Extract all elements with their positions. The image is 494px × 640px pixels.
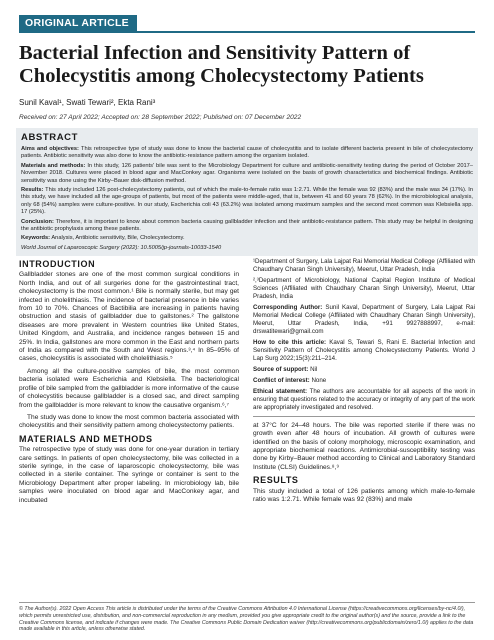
article-type-tag: ORIGINAL ARTICLE	[19, 15, 137, 31]
corresponding-author: Corresponding Author: Sunil Kaval, Department of Surgery, Lala Lajpat Rai Memorial Medical College (Affiliated with Chaudhary Charan Singh University), Meerut, Uttar Pradesh, India, +91 9927888997, e-mail: drswatitewari@gmail.com	[253, 304, 475, 335]
conflict-of-interest: Conflict of interest: None	[253, 377, 327, 384]
abstract-keywords: Keywords: Analysis, Antibiotic sensitivity, Bile, Cholecystectomy.	[21, 235, 185, 242]
abstract-citation-line: World Journal of Laparoscopic Surgery (2022): 10.5005/jp-journals-10033-1540	[21, 244, 222, 251]
ethical-statement: Ethical statement: The authors are accountable for all aspects of the work in ensuring that questions related to the accuracy or integrity of any part of the work are appropriately investigated and resolved.	[253, 388, 475, 411]
methods-paragraph-1: The retrospective type of study was done for one-year duration in tertiary care settings. In patients of open cholecystectomy, bile was collected in a sterile syringe, in the case of laparoscopic cholecystectomy, bile was collected in a sterile container. The syringe or container is sent to the Microbiology Department after proper labeling. In microbiology lab, bile samples were inoculated on blood agar and MacConkey agar, and incubated	[19, 446, 239, 504]
abstract-results: Results: This study included 126 post-cholecystectomy patients, out of which the male-to-female ratio was 1:2.71. While the female was 92 (83%) and the male was 34 (17%). In this study, we have included all the age-groups of patients, but most of the patients were middle-aged, that is, between 41 and 60 years 78 (62%). In the microbiological analysis, only 68 (54%) samples were culture-positive. In our study, Escherichia coli 43 (63.2%) was isolated among maximum samples and the second most common was Klebsiella spp. 17 (25%).	[21, 187, 473, 216]
intro-paragraph-1: Gallbladder stones are one of the most common surgical conditions in North India, and out of all surgeries done for the gastrointestinal tract, cholecystectomy is the most common.¹ Bile is normally sterile, but may get infected in cholelithiasis. The incidence of bacterial presence in bile varies from 10 to 70%. Chances of Bactibilia are increasing in patients having obstruction and stasis of gallbladder due to gallstones.² The gallstone diseases are more prevalent in Western countries like United States, United Kingdom, and Australia, and incidence ranges between 15 and 25%. In India, gallstones are more common in the East and northern parts of India as compared with the South and West regions.³,⁴ In 85–95% of cases, cholecystitis is associated with cholelithiasis.⁵	[19, 271, 239, 363]
right-column	[253, 258, 475, 508]
methods-heading: MATERIALS AND METHODS	[19, 433, 153, 444]
affiliation-divider	[253, 416, 475, 417]
abstract-conclusion: Conclusion: Therefore, it is important to know about common bacteria causing gallbladder infection and their antibiotic-resistance pattern. This study may be helpful in designing the antibiotic prophylaxis among these patients.	[21, 218, 473, 233]
source-of-support: Source of support: Nil	[253, 366, 318, 373]
affiliation-1: ¹Department of Surgery, Lala Lajpat Rai Memorial Medical College (Affiliated with Chaudhary Charan Singh University), Meerut, Uttar Pradesh, India	[253, 258, 475, 273]
left-column	[19, 258, 239, 509]
methods-continued: at 37°C for 24–48 hours. The bile was reported sterile if there was no growth even after 48 hours of incubation. All growth of cultures were identified on the basis of colony morphology, microscopic examination, and appropriate biochemical reactions. Antimicrobial-susceptibility testing was done by Kirby–Bauer method according to Clinical and Laboratory Standard Institute (CLSI) Guidelines.⁸,⁹	[253, 421, 475, 471]
publication-dates: Received on: 27 April 2022; Accepted on: 28 September 2022; Published on: 07 December 2022	[19, 114, 302, 121]
abstract-methods: Materials and methods: In this study, 126 patients' bile was sent to the Microbiology Department for culture and antibiotic-sensitivity testing during the period of October 2017–November 2018. Cultures were placed in blood agar and MacConkey agar. Organisms were isolated on the basis of growth characteristics and biochemical findings. Antibiotic sensitivity was done using the Kirby–Bauer disk-diffusion method.	[21, 162, 473, 184]
abstract-box	[16, 128, 478, 256]
license-footer: © The Author(s). 2022 Open Access This article is distributed under the terms of the Creative Commons Attribution 4.0 International License (https://creativecommons.org/licenses/by-nc/4.0/), which permits unrestricted use, distribution, and non-commercial reproduction in any medium, provided you give appropriate credit to the original author(s) and the source, provide a link to the Creative Commons license, and indicate if changes were made. The Creative Commons Public Domain Dedication waiver (http://creativecommons.org/publicdomain/zero/1.0/) applies to the data made available in this article, unless otherwise stated.	[19, 602, 475, 633]
article-title: Bacterial Infection and Sensitivity Pattern of Cholecystitis among Cholecystectomy Patients	[19, 42, 424, 87]
abstract-aims: Aims and objectives: This retrospective type of study was done to know the bacterial cause of cholecystitis and to isolate different bacteria present in bile of cholecystectomy patients. Antibiotic sensitivity was also done to know the antibiotic-resistance pattern among the organism isolated.	[21, 146, 473, 160]
introduction-heading: INTRODUCTION	[19, 259, 96, 269]
header-rule	[19, 31, 475, 33]
affiliation-2: ²,³Department of Microbiology, National Capital Region Institute of Medical Sciences (Affiliated with Chaudhary Charan Singh University), Meerut, Uttar Pradesh, India	[253, 277, 475, 300]
results-paragraph-1: This study included a total of 126 patients among which male-to-female ratio was 1:2.71. While female was 92 (83%) and male	[253, 487, 475, 504]
intro-paragraph-3: The study was done to know the most common bacteria associated with cholecystitis and their sensitivity pattern among cholecystectomy patients.	[19, 413, 239, 430]
author-list: Sunil Kaval¹, Swati Tewari², Ekta Rani³	[19, 98, 156, 107]
results-heading: RESULTS	[253, 475, 299, 486]
abstract-heading: ABSTRACT	[21, 132, 79, 143]
how-to-cite: How to cite this article: Kaval S, Tewari S, Rani E. Bacterial Infection and Sensitivity Pattern of Cholecystitis among Cholecystectomy Patients. World J Lap Surg 2022;15(3):211–214.	[253, 339, 475, 362]
intro-paragraph-2: Among all the culture-positive samples of bile, the most common bacteria isolated were Escherichia and Klebsiella. The bacteriological profile of bile sampled from the gallbladder is more informative of the cause of cholecystitis because gallbladder is a closed sac, and direct sampling from the gallbladder is more relevant to know the causative organism.⁶,⁷	[19, 367, 239, 409]
